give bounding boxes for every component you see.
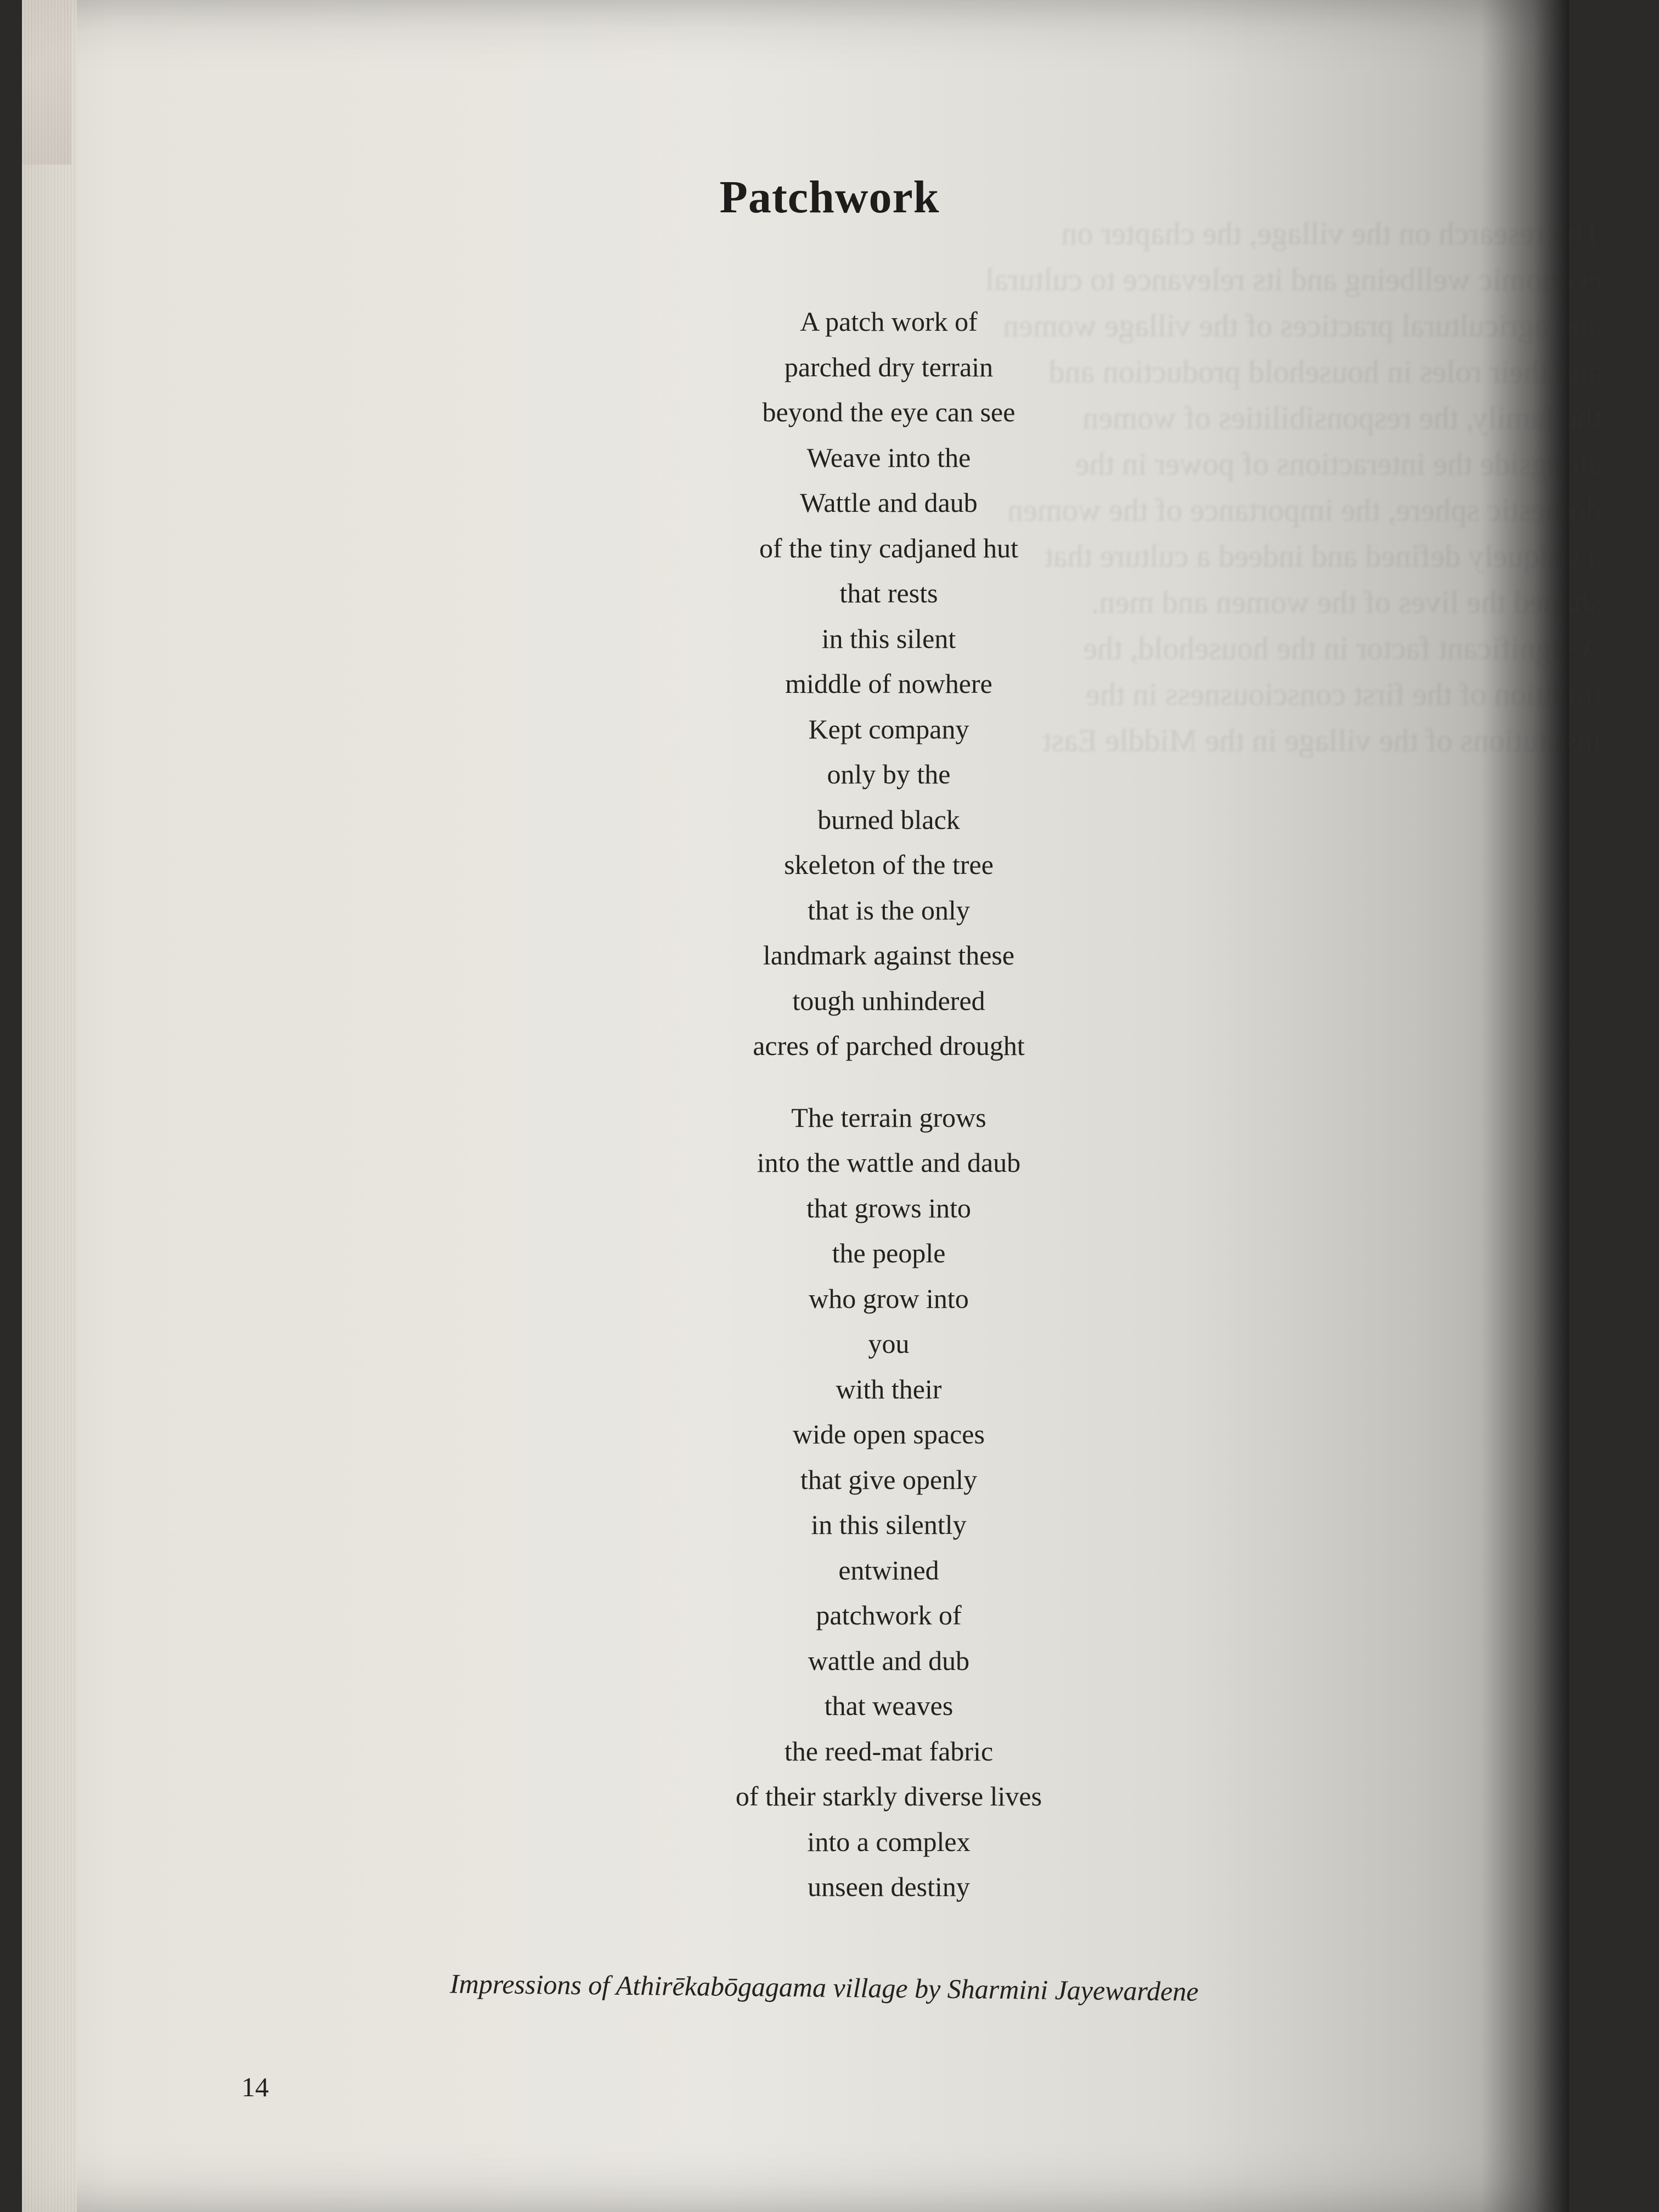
poem-line: wide open spaces bbox=[793, 1419, 985, 1449]
poem-line: A patch work of bbox=[800, 306, 978, 337]
poem-line: into a complex bbox=[807, 1826, 970, 1857]
show-through-text: The on the village, the chapter on wellbeing and its relevance to cultural and agricultural practices of the village women and roles in household production and the the responsibilities of women the interactions of power in the sphere, the importance of the women a defined and indeed a culture that lives of the women and men. A factor in the household, the of the first consciousness in the of the village in the Middle East bbox=[985, 216, 1602, 758]
poem-line: skeleton of the tree bbox=[784, 849, 994, 880]
poem-line: that weaves bbox=[824, 1690, 953, 1721]
poem-line: beyond the eye can see bbox=[762, 397, 1015, 427]
poem-line: that rests bbox=[839, 578, 938, 608]
poem-line: The terrain grows bbox=[791, 1102, 986, 1133]
poem-line: with their bbox=[836, 1373, 942, 1404]
poem-line: middle of nowhere bbox=[785, 668, 992, 699]
poem-line: in this silently bbox=[811, 1509, 967, 1540]
poem-line: into the wattle and daub bbox=[757, 1147, 1021, 1178]
poem-line: wattle and dub bbox=[808, 1645, 970, 1676]
poem-line: that give openly bbox=[800, 1464, 978, 1495]
poem-line: Wattle and daub bbox=[800, 487, 978, 518]
poem-line: you bbox=[868, 1328, 910, 1359]
poem-line: entwined bbox=[838, 1554, 939, 1585]
poem-line: in this silent bbox=[821, 623, 956, 654]
poem-line: who grow into bbox=[809, 1283, 969, 1314]
poem-attribution: Impressions of Athirēkabōgagama village by Sharmini Jayewardene bbox=[449, 1968, 1199, 2007]
poem-line: Weave into the bbox=[806, 442, 971, 473]
poem-line: Kept company bbox=[808, 713, 969, 744]
poem-stanza bbox=[587, 1095, 1190, 1910]
poem-stanza bbox=[587, 299, 1190, 1069]
poem-body bbox=[587, 299, 1190, 1910]
poem-line: acres of parched drought bbox=[753, 1030, 1025, 1061]
page-edge bbox=[22, 0, 77, 2212]
poem-line: the people bbox=[832, 1238, 946, 1268]
page-number: 14 bbox=[241, 2072, 269, 2102]
poem-line: tough unhindered bbox=[792, 985, 985, 1016]
poem-line: only by the bbox=[827, 759, 951, 789]
poem-line: of the tiny cadjaned hut bbox=[759, 532, 1019, 563]
poem-line: that is the only bbox=[808, 894, 970, 926]
poem-title: Patchwork bbox=[719, 172, 940, 223]
poem-line: that grows into bbox=[806, 1192, 971, 1223]
poem-line: of their starkly diverse lives bbox=[735, 1781, 1042, 1812]
poem-line: patchwork of bbox=[816, 1600, 962, 1630]
book-spine-shadow bbox=[1481, 0, 1569, 2212]
poem-line: the reed-mat fabric bbox=[784, 1735, 994, 1767]
poem-line: unseen destiny bbox=[808, 1871, 970, 1902]
poem-line: burned black bbox=[817, 804, 960, 835]
poem-line: landmark against these bbox=[763, 940, 1015, 970]
poem-line: parched dry terrain bbox=[784, 351, 994, 382]
